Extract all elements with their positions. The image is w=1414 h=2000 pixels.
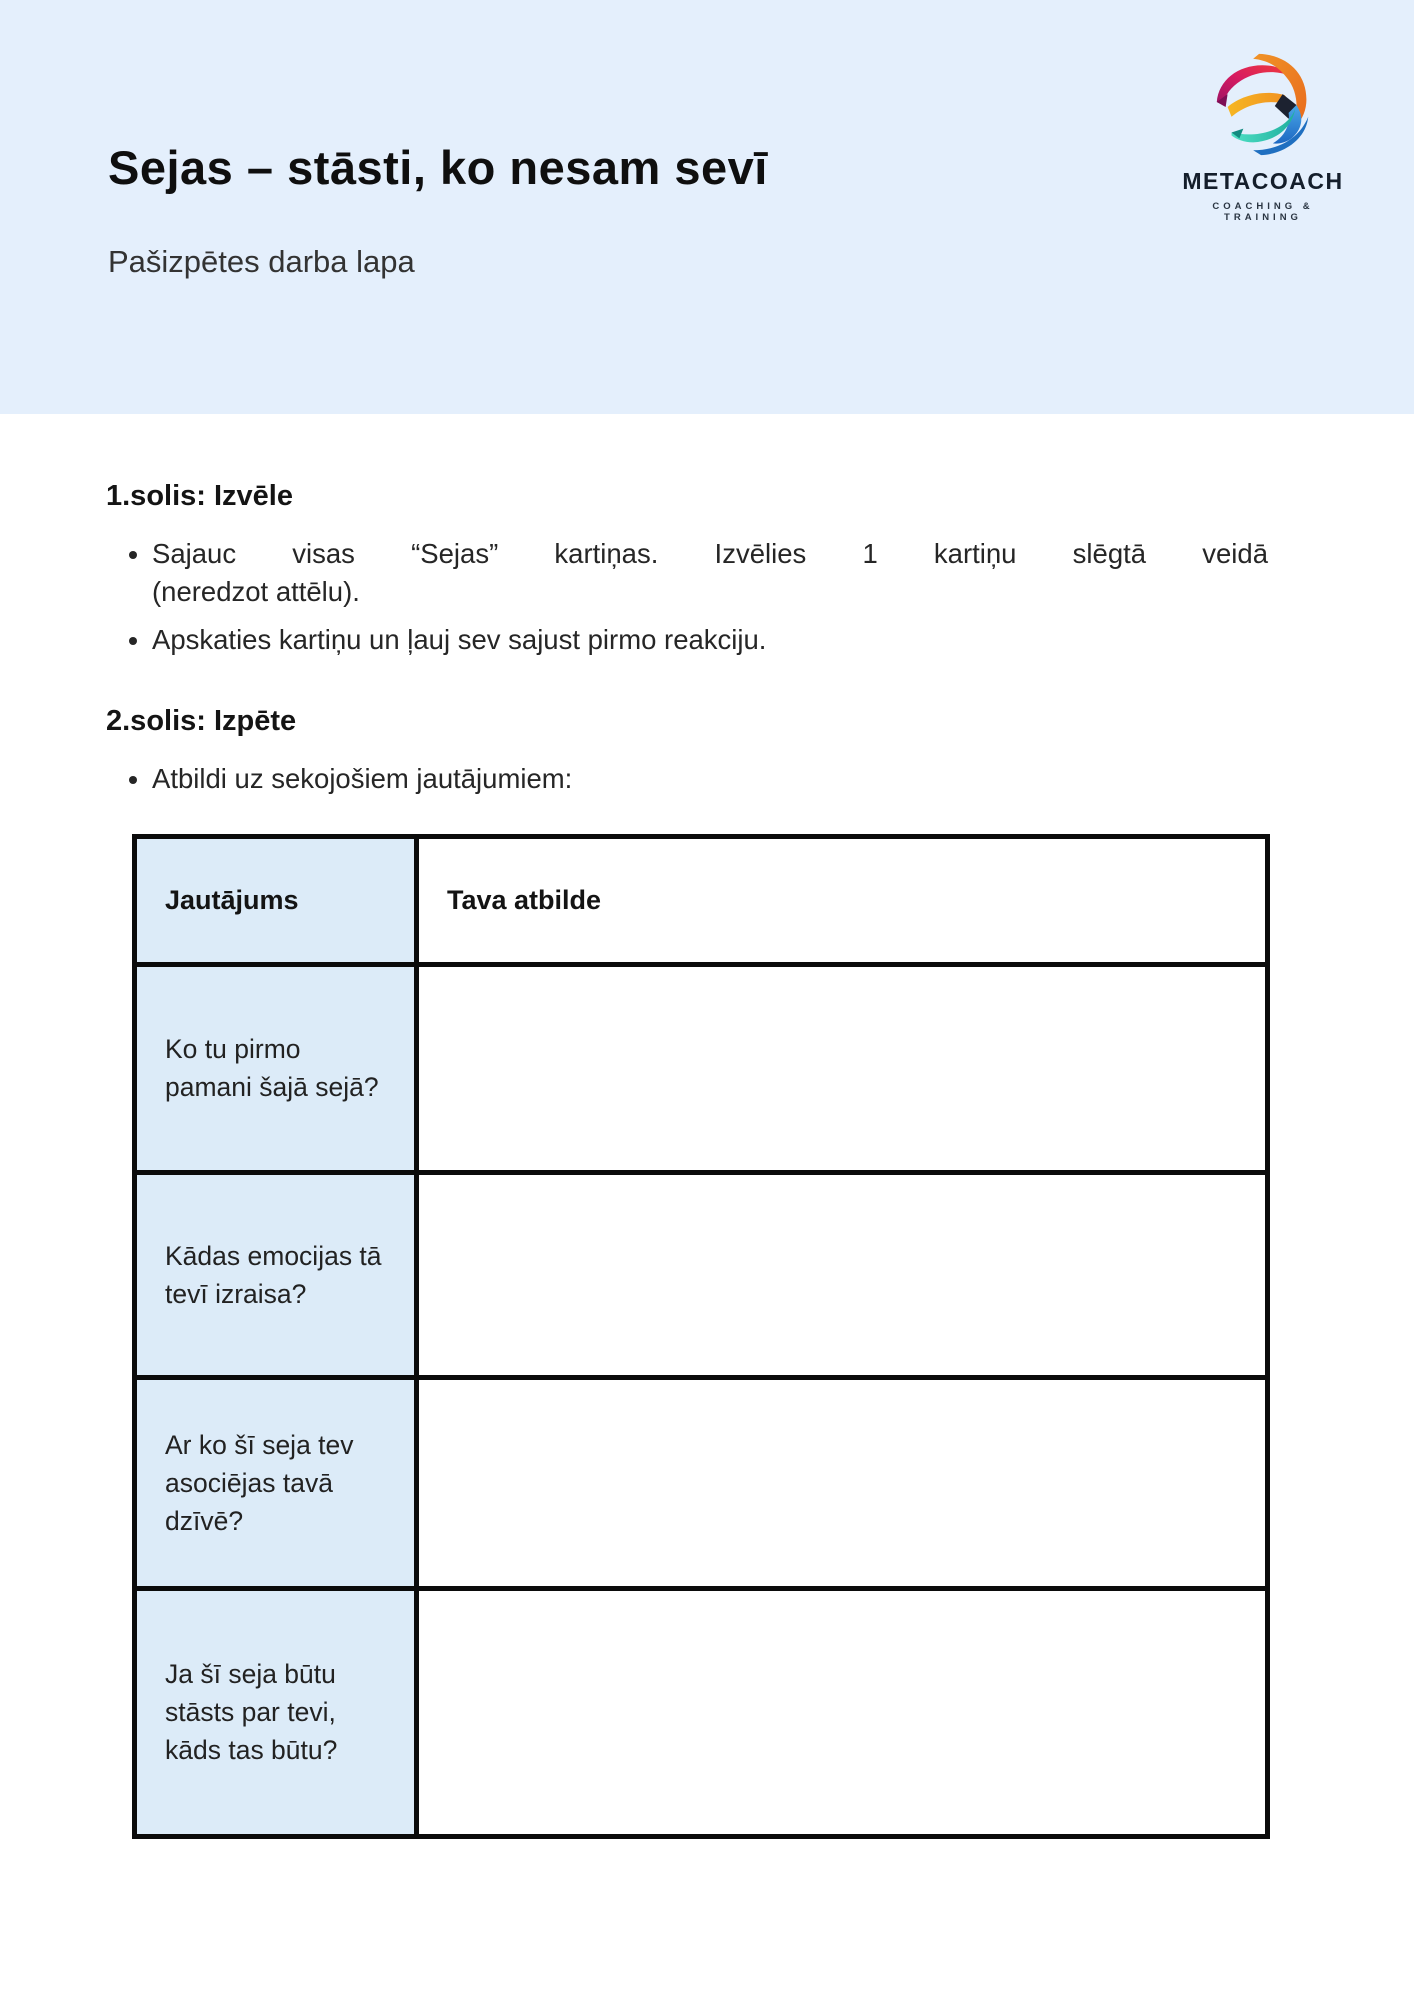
step1-heading: 1.solis: Izvēle <box>106 480 293 512</box>
metacoach-sphere-swirl-icon <box>1204 44 1322 166</box>
table-row <box>135 1172 1268 1377</box>
answer-cell[interactable] <box>417 1588 1268 1836</box>
instruction-bullet <box>152 535 1268 611</box>
question-column-header: Jautājums <box>135 836 417 964</box>
instruction-bullet <box>152 760 1268 798</box>
instruction-bullet <box>152 621 1268 659</box>
table-row <box>135 1377 1268 1588</box>
bullet-line: • Sajauc visas “Sejas” kartiņas. Izvēlies 1 kartiņu slēgtā veidā <box>152 538 1268 569</box>
answer-cell[interactable] <box>417 964 1268 1172</box>
question-cell: Ja šī seja būtu stāsts par tevi, kāds tas būtu? <box>135 1588 417 1836</box>
table-header-row <box>135 836 1268 964</box>
page-title: Sejas – stāsti, ko nesam sevī <box>108 141 768 194</box>
bullet-line: (neredzot attēlu). <box>152 575 360 607</box>
answer-column-header: Tava atbilde <box>417 836 1268 964</box>
question-cell: Ar ko šī seja tev asociējas tavā dzīvē? <box>135 1377 417 1588</box>
question-cell: Kādas emocijas tā tevī izraisa? <box>135 1172 417 1377</box>
logo-brand-text: METACOACH <box>1182 168 1344 194</box>
question-cell: Ko tu pirmo pamani šajā sejā? <box>135 964 417 1172</box>
logo-tagline-text: COACHING & TRAINING <box>1212 201 1314 223</box>
bullet-line: • Atbildi uz sekojošiem jautājumiem: <box>152 762 573 794</box>
answer-cell[interactable] <box>417 1377 1268 1588</box>
metacoach-logo <box>1174 44 1352 223</box>
bullet-line: • Apskaties kartiņu un ļauj sev sajust pirmo reakciju. <box>152 623 767 655</box>
table-row <box>135 964 1268 1172</box>
page-subtitle: Pašizpētes darba lapa <box>108 244 415 279</box>
questions-table <box>132 834 1270 1839</box>
table-row <box>135 1588 1268 1836</box>
answer-cell[interactable] <box>417 1172 1268 1377</box>
worksheet-body <box>0 480 1414 1839</box>
step2-instructions <box>106 760 1268 798</box>
step2-heading: 2.solis: Izpēte <box>106 704 297 737</box>
step1-instructions <box>106 535 1268 659</box>
header-band <box>0 0 1414 414</box>
